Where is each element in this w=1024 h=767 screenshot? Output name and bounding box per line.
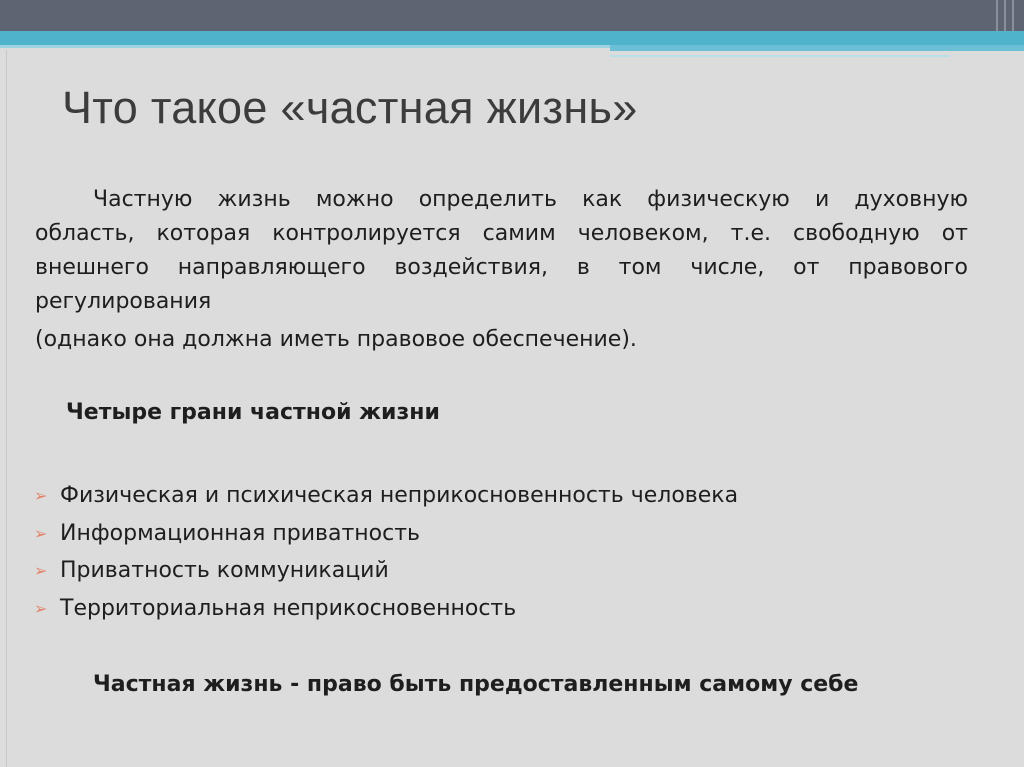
list-item (34, 477, 738, 515)
arrow-bullet-icon: ➢ (34, 486, 48, 506)
facets-heading: Четыре грани частной жизни (66, 400, 440, 425)
accent-line (0, 45, 610, 48)
list-item (34, 515, 738, 553)
accent-band (0, 31, 1024, 45)
list-item (34, 590, 738, 628)
closing-statement: Частная жизнь - право быть предоставленным самому себе (93, 672, 859, 697)
header-band-edge (1012, 0, 1014, 31)
arrow-bullet-icon: ➢ (34, 523, 48, 543)
arrow-bullet-icon: ➢ (34, 561, 48, 581)
definition-note: (однако она должна иметь правовое обеспечение). (35, 327, 637, 352)
arrow-bullet-icon: ➢ (34, 598, 48, 618)
header-band (0, 0, 1024, 31)
header-band-edge (996, 0, 998, 31)
list-item-label: Физическая и психическая неприкосновенность человека (60, 483, 739, 509)
facets-list (34, 477, 738, 627)
list-item-label: Территориальная неприкосновенность (60, 595, 517, 621)
header-band-edge (1004, 0, 1006, 31)
definition-paragraph: Частную жизнь можно определить как физическую и духовную область, которая контролируется самим человеком, т.е. свободную от внешнего направляющего воздействия, в том числе, от правового регулирования (35, 187, 968, 314)
list-item (34, 552, 738, 590)
slide-title: Что такое «частная жизнь» (62, 82, 638, 133)
list-item-label: Приватность коммуникаций (60, 558, 389, 584)
list-item-label: Информационная приватность (60, 520, 420, 546)
